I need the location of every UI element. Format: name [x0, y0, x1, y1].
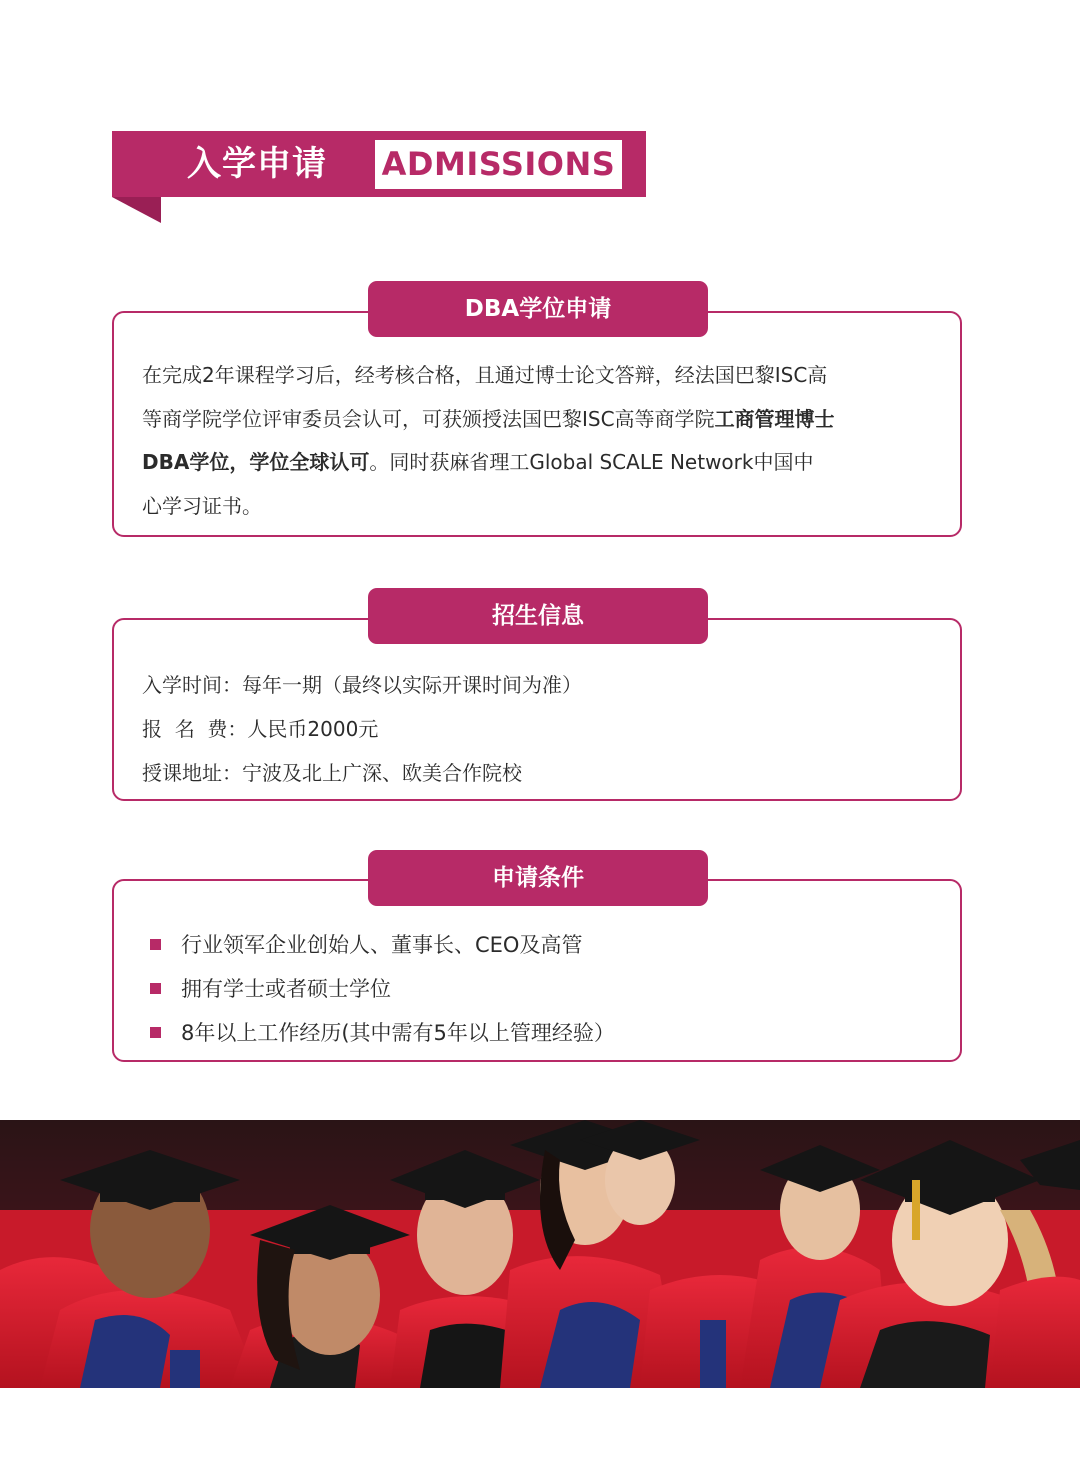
dba-recognition-highlight: DBA学位，学位全球认可 — [142, 450, 370, 474]
requirements-tab: 申请条件 — [368, 850, 708, 906]
dba-degree-highlight: 工商管理博士 — [714, 406, 835, 431]
dba-line-4: 心学习证书。 — [142, 493, 262, 518]
requirement-text: 拥有学士或者硕士学位 — [181, 977, 391, 1001]
enrollment-time: 入学时间：每年一期（最终以实际开课时间为准） — [142, 673, 582, 697]
section-title-cn: 入学申请 — [187, 144, 327, 184]
dba-line-2-text: 等商学院学位评审委员会认可，可获颁授法国巴黎ISC高等商学院 — [142, 406, 715, 431]
bullet-square-icon — [150, 1027, 161, 1038]
dba-tab: DBA学位申请 — [368, 281, 708, 337]
bullet-square-icon — [150, 939, 161, 950]
dba-line-1: 在完成2年课程学习后，经考核合格，且通过博士论文答辩，经法国巴黎ISC高 — [142, 363, 828, 387]
banner-fold — [112, 197, 161, 223]
bullet-square-icon — [150, 983, 161, 994]
requirement-item — [150, 973, 391, 1003]
dba-line-3 — [142, 441, 942, 485]
requirement-text: 行业领军企业创始人、董事长、CEO及高管 — [181, 933, 583, 957]
enrollment-tab: 招生信息 — [368, 588, 708, 644]
requirement-text: 8年以上工作经历(其中需有5年以上管理经验） — [181, 1021, 615, 1045]
dba-line-3-text: 。同时获麻省理工Global SCALE Network中国中 — [369, 450, 814, 474]
dba-line-2 — [142, 398, 942, 442]
section-title-en: ADMISSIONS — [381, 145, 616, 183]
graduation-crowd-illustration — [0, 1120, 1080, 1388]
enrollment-location: 授课地址：宁波及北上广深、欧美合作院校 — [142, 761, 522, 785]
requirement-item — [150, 1017, 615, 1047]
enrollment-fee: 报 名 费：人民币2000元 — [142, 717, 379, 741]
graduation-photo — [0, 1120, 1080, 1388]
dba-description — [142, 354, 942, 528]
requirement-item — [150, 929, 582, 959]
